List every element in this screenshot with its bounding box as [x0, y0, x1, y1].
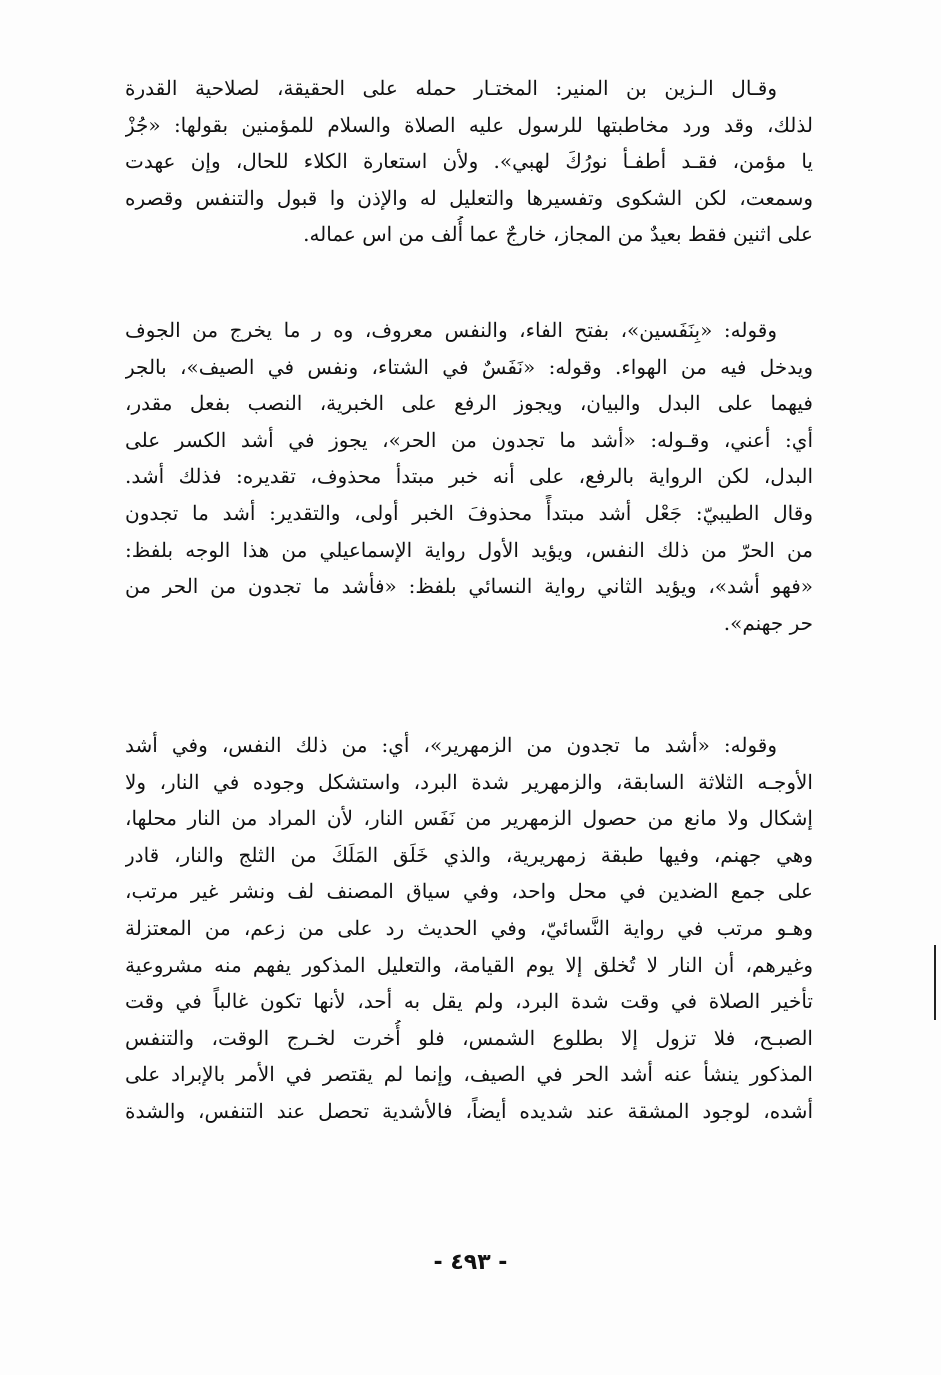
text-line: الأوجـه الثلاثة السابقة، والزمهرير شدة البرد، واستشكل وجوده في النار، ولا	[125, 769, 813, 794]
text-line: وقـال الـزين بن المنير: المختـار حمله على الحقيقة، لصلاحية القدرة	[125, 76, 777, 100]
text-line: على جمع الضدين في محل واحد، وفي سياق المصنف لف ونشر غير مرتب،	[125, 879, 813, 904]
paragraph-2	[125, 312, 813, 641]
text-line: المذكور ينشأ عنه أشد الحر في الصيف، وإنما لم يقتصر في الأمر بالإبراد على	[125, 1062, 813, 1087]
margin-mark	[934, 945, 936, 1020]
text-line: فيهما على البدل والبيان، ويجوز الرفع على الخبرية، النصب بفعل مقدر،	[125, 391, 813, 416]
text-line: أشده، لوجود المشقة عند شديده أيضاً، فالأشدية تحصل عند التنفس، والشدة	[125, 1098, 813, 1123]
text-line: وهي جهنم، وفيها طبقة زمهريرية، والذي خَلَق المَلَكَ من الثلج والنار، قادر	[125, 842, 813, 867]
text-line: وغيرهم، أن النار لا تُخلق إلا يوم القيامة، والتعليل المذكور يفهم منه مشروعية	[125, 952, 813, 977]
paragraph-text	[125, 312, 813, 641]
text-line: وقوله: «بِنَفَسين»، بفتح الفاء، والنفس معروف، وه ر ما يخرج من الجوف	[125, 318, 777, 342]
text-line: حر جهنم».	[723, 610, 813, 635]
paragraph-3	[125, 727, 813, 1130]
text-line: «فهو أشد»، ويؤيد الثاني رواية النسائي بلفظ: «فأشد ما تجدون من الحر من	[125, 574, 813, 599]
text-line: يا مؤمن، فقـد أطفـأ نورُكَ لهبي». ولأن استعارة الكلاء للحال، وإن عهدت	[125, 149, 813, 174]
text-line: ويدخل فيه من الهواء. وقوله: «نَفَسٌ في الشتاء، ونفس في الصيف»، بالجر	[125, 354, 813, 379]
text-line: وقوله: «أشد ما تجدون من الزمهرير»، أي: من ذلك النفس، وفي أشد	[125, 733, 777, 757]
text-line: الصبـح، فلا تزول إلا بطلوع الشمس، فلو أُخرت لخـرج الوقت، والتنفس	[125, 1025, 813, 1050]
text-line: لذلك، وقد ورد مخاطبتها للرسول عليه الصلاة والسلام للمؤمنين بقولها: «جُزْ	[125, 112, 813, 137]
text-line: البدل، لكن الرواية بالرفع، على أنه خبر مبتدأ محذوف، تقديره: فذلك أشد.	[125, 464, 813, 489]
paragraph-text	[125, 727, 813, 1130]
paragraph-1	[125, 70, 813, 253]
text-line: تأخير الصلاة في وقت شدة البرد، ولم يقل به أحد، لأنها تكون غالباً في وقت	[125, 989, 813, 1014]
text-line: أي: أعني، وقـوله: «أشد ما تجدون من الحر»، يجوز في أشد الكسر على	[125, 427, 813, 452]
text-line: وسمعت، لكن الشكوى وتفسيرها والتعليل له والإذن وا قبول والتنفس وقصره	[125, 185, 813, 210]
text-line: من الحرّ من ذلك النفس، ويؤيد الأول رواية الإسماعيلي من هذا الوجه بلفظ:	[125, 537, 813, 562]
text-line: إشكال ولا مانع من حصول الزمهرير من نَفَس النار، لأن المراد من النار محلها،	[125, 806, 813, 831]
text-line: على اثنين فقط بعيدٌ من المجاز، خارجٌ عما أُلف من اس عماله.	[303, 222, 813, 247]
paragraph-text	[125, 70, 813, 253]
text-line: وهـو مرتب في رواية النَّسائيّ، وفي الحديث رد على من زعم، من المعتزلة	[125, 915, 813, 940]
text-line: وقال الطيبيّ: جَعْل أشد مبتدأً محذوفَ الخبر أولى، والتقدير: أشد ما تجدون	[125, 500, 813, 525]
page-number: - ٤٩٣ -	[433, 1250, 508, 1275]
